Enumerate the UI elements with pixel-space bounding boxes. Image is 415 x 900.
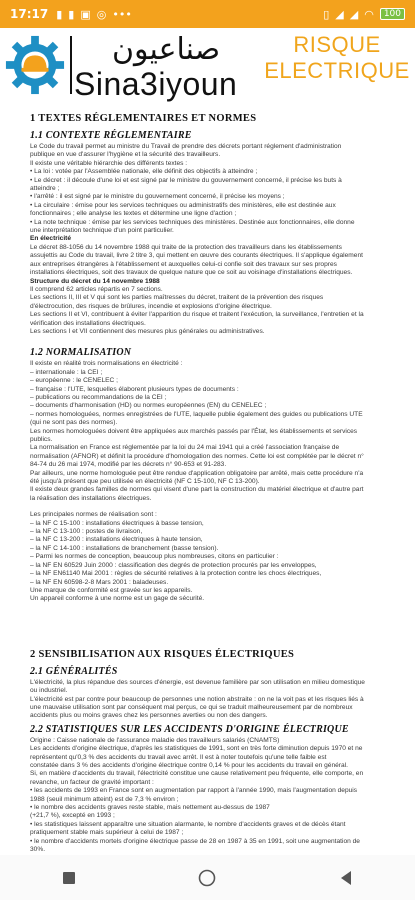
section-heading: 1 TEXTES RÉGLEMENTAIRES ET NORMES (30, 113, 257, 124)
text-line: Les sections II, III et V qui sont les parties maîtresses du décret, traitent de la prévention des risques (30, 294, 324, 302)
subsection-heading: 1.1 CONTEXTE RÉGLEMENTAIRE (30, 130, 192, 141)
text-line: représentent qu'0,3 % des accidents du travail avec arrêt. Il est à noter toutefois qu'une telle faible est (30, 753, 327, 761)
text-line: Origine : Caisse nationale de l'assurance maladie des travailleurs salariés (CNAMTS) (30, 736, 280, 744)
text-line: ou industriel. (30, 687, 68, 695)
subsection-heading: 2.1 GÉNÉRALITÉS (30, 665, 118, 677)
text-line: • le nombre des accidents graves reste stable, mais nettement au-dessus de 1987 (30, 804, 270, 811)
text-line: – la NF C 13-200 : installations électriques à haute tension, (30, 536, 203, 544)
paragraph (30, 737, 387, 855)
document-content[interactable] (0, 110, 415, 855)
paragraph (30, 679, 387, 721)
text-line: Les sections II et VI, contribuent à éviter l'apparition du risque et traitent l'exécution, la surveillance, l'entretien et la (30, 311, 364, 319)
signal-icon: ◢ (335, 7, 344, 21)
text-line: Si, en matière d'accidents du travail, l'électricité constitue une cause relativement peu fréquente, elle comporte, en (30, 770, 364, 778)
text-line: L'électricité est par contre pour beaucoup de personnes une notion abstraite : on ne la voit pas et les risques liés à (30, 695, 364, 703)
text-line: une interprétation technique d'un point particulier. (30, 227, 174, 235)
paragraph (30, 511, 387, 603)
text-line: publics. (30, 436, 53, 443)
text-line: aux entreprises étrangères à l'établissement et auxquelles celui-ci confie soit des travaux sur ses propres (30, 260, 337, 268)
paragraph (30, 360, 387, 503)
text-line: – normes homologuées, normes enregistrées de l'UTE, laquelle publie également des guides ou publications UTE (30, 410, 363, 418)
text-line: Le décret 88-1056 du 14 novembre 1988 qui traite de la protection des travailleurs dans les établissements (30, 243, 342, 251)
notification-icons (56, 8, 132, 21)
text-line: atteindre ; (30, 185, 60, 193)
page-title (262, 32, 412, 84)
text-line: Il existe une véritable hiérarchie des différents textes : (30, 159, 188, 167)
brand-name-latin: Sina3iyoun (74, 66, 238, 102)
text-line: – européenne : le CENELEC ; (30, 377, 118, 385)
text-line: Un appareil conforme à une norme est un gage de sécurité. (30, 595, 205, 603)
paragraph (30, 286, 387, 336)
text-line: 1988 (seuil minimum atteint) est de 7,3 % environ ; (30, 795, 179, 803)
text-line: installations électriques, soit des travaux de quelque nature que ce soit au voisinage d'installations électriques. (30, 269, 353, 277)
subsection-heading: 2.2 STATISTIQUES SUR LES ACCIDENTS D'ORIGINE ÉLECTRIQUE (30, 723, 349, 735)
text-line: fonctionnaires ; elle analyse les textes et détermine une ligne d'action ; (30, 210, 237, 218)
text-line: – la NF EN 60529 Juin 2000 : classification des degrés de protection procurés par les enveloppes, (30, 561, 317, 569)
text-line: Il existe deux grandes familles de normes qui visent d'une part la construction du matériel électrique et d'autre part (30, 486, 364, 494)
brand-divider (70, 36, 72, 94)
text-line: Par ailleurs, une norme homologuée peut être rendue d'application obligatoire par arrêté, mais cette procédure n'a (30, 469, 364, 477)
text-line: L'électricité, la plus répandue des sources d'énergie, est devenue familière par son utilisation en milieu domestique (30, 678, 365, 686)
bold-label: En électricité (30, 235, 72, 243)
text-line: 84-74 du 26 mai 1974, modifié par les décrets n° 90-653 et 91-283. (30, 461, 227, 469)
text-line: • le nombre d'accidents mortels d'origine électrique passe de 28 en 1987 à 35 en 1991, soit une augmentation de (30, 837, 360, 845)
text-line: • l'arrêté : il est signé par le ministre du gouvernement concerné, il précise les moyens ; (30, 193, 285, 201)
text-line: une mauvaise utilisation sont par conséquent mal perçus, ce qui se traduit malheureusement par de nombreux (30, 703, 353, 711)
text-line: accidents plus ou moins graves chez les personnes averties ou non des dangers. (30, 712, 268, 720)
text-line: Les normes homologuées doivent être appliquées aux marchés passés par l'État, les établissements et services (30, 427, 358, 435)
status-bar (0, 0, 415, 28)
text-line: été jusqu'à présent que peu utilisée en électricité (NF C 15-100, NF C 13-200). (30, 478, 260, 486)
text-line: La normalisation en France est réglementée par la loi du 24 mai 1941 qui a créé l'association française de (30, 444, 340, 452)
text-line: normalisation (AFNOR) et définit la procédure d'homologation des normes. Cette loi est complétée par le décret n° (30, 452, 364, 460)
text-line: • Le décret : il découle d'une loi et est signé par le ministre du gouvernement concerné, il précise les buts à (30, 176, 342, 184)
dots-icon: ••• (112, 7, 132, 21)
system-nav-bar (0, 855, 415, 900)
text-line: pratiquement stable mais supérieur à celui de 1987 ; (30, 829, 184, 837)
app-header (0, 28, 415, 110)
paragraph (30, 244, 387, 278)
text-line: (qui ne sont pas des normes). (30, 419, 118, 427)
text-line: – française : l'UTE, lesquelles élaborent plusieurs types de documents : (30, 385, 239, 393)
system-icons (323, 8, 405, 21)
text-line: • les accidents de 1993 en France sont en augmentation par rapport à l'année 1990, mais l'augmentation depuis (30, 787, 358, 795)
text-line: (+21,7 %), excepté en 1993 ; (30, 812, 115, 820)
text-line: – la NF C 15-100 : installations électriques à basse tension, (30, 519, 204, 527)
image-icon: ▣ (80, 7, 91, 21)
text-line: Les accidents d'origine électrique, d'après les statistiques de 1991, sont en très forte diminution depuis 1970 et ne (30, 745, 363, 753)
text-line: Le Code du travail permet au ministre du Travail de prendre des décrets portant réglement d'administration (30, 143, 342, 150)
text-line: constatée dans 3 % des accidents d'origine électrique contre 0,14 % pour les accidents du travail en général. (30, 761, 348, 769)
text-line: – la NF EN 60598-2-8 Mars 2001 : baladeuses. (30, 578, 169, 586)
wifi-icon: ◠ (364, 7, 374, 21)
brand-name-arabic: صناعيون (112, 32, 221, 67)
subsection-heading: 1.2 NORMALISATION (30, 347, 132, 359)
recents-square-icon[interactable] (59, 868, 79, 888)
text-line: revanche, un facteur de gravité important : (30, 778, 154, 786)
text-line: Il comprend 62 articles répartis en 7 sections. (30, 285, 163, 293)
page-title-line2: ELECTRIQUE (264, 58, 410, 83)
text-line: Les sections I et VII contiennent des mesures plus générales ou administratives. (30, 327, 265, 335)
sim-icon: ▮ (68, 7, 75, 21)
sim-icon: ▮ (56, 7, 63, 21)
back-triangle-icon[interactable] (336, 868, 356, 888)
text-line: publique en vue d'assurer l'hygiène et la sécurité des travailleurs. (30, 151, 221, 159)
text-line: • La circulaire : émise pour les services techniques ou administratifs des ministères, elle est destinée aux (30, 201, 336, 209)
text-line: d'électrocution, des risques de brûlures, incendie et explosions d'origine électrique. (30, 302, 272, 310)
text-line: – internationale : la CEI ; (30, 368, 103, 376)
text-line: • La note technique : émise par les services techniques des ministères. Destinée aux fonctionnaires, elle donne (30, 218, 355, 226)
text-line: • les statistiques laissent apparaître une situation alarmante, le nombre d'accidents graves et de décès étant (30, 820, 346, 828)
text-line: vérification des installations électriques. (30, 319, 146, 327)
page-title-line1: RISQUE (293, 32, 381, 57)
text-line: Il existe en réalité trois normalisations en électricité : (30, 360, 183, 368)
text-line: – publications ou recommandations de la CEI ; (30, 393, 167, 401)
section-heading: 2 SENSIBILISATION AUX RISQUES ÉLECTRIQUES (30, 648, 295, 660)
text-line: – la NF C 13-100 : postes de livraison, (30, 528, 143, 536)
text-line: Les principales normes de réalisation sont : (30, 511, 157, 519)
whatsapp-icon: ◎ (96, 7, 107, 21)
battery-level: 100 (383, 9, 401, 19)
text-line: – la NF C 14-100 : installations de branchement (basse tension). (30, 544, 219, 552)
text-line: Une marque de conformité est gravée sur les appareils. (30, 586, 193, 594)
paragraph (30, 143, 387, 235)
bold-label: Structure du décret du 14 novembre 1988 (30, 277, 160, 285)
signal-icon: ◢ (349, 7, 359, 21)
text-line: – la NF EN61140 Mai 2001 : règles de sécurité relatives à la protection contre les chocs électriques, (30, 570, 322, 578)
text-line: – documents d'harmonisation (HD) ou normes européennes (EN) du CENELEC ; (30, 402, 267, 410)
text-line: 30%. (30, 846, 46, 854)
status-time: 17:17 (10, 7, 49, 21)
gear-helmet-logo-icon (4, 34, 66, 96)
battery-icon (380, 8, 405, 20)
text-line: • La loi : votée par l'Assemblée nationale, elle définit des objectifs à atteindre ; (30, 168, 258, 176)
text-line: la réalisation des installations électriques. (30, 494, 152, 502)
text-line: assujettis au Code du travail, livre 2 titre 3, qui mettent en œuvre des courants électriques. Il s'applique également (30, 252, 363, 260)
vibrate-icon: ▯ (323, 7, 330, 21)
home-circle-icon[interactable] (197, 868, 217, 888)
text-line: – Parmi les normes de conception, beaucoup plus nombreuses, citons en particulier : (30, 553, 279, 561)
